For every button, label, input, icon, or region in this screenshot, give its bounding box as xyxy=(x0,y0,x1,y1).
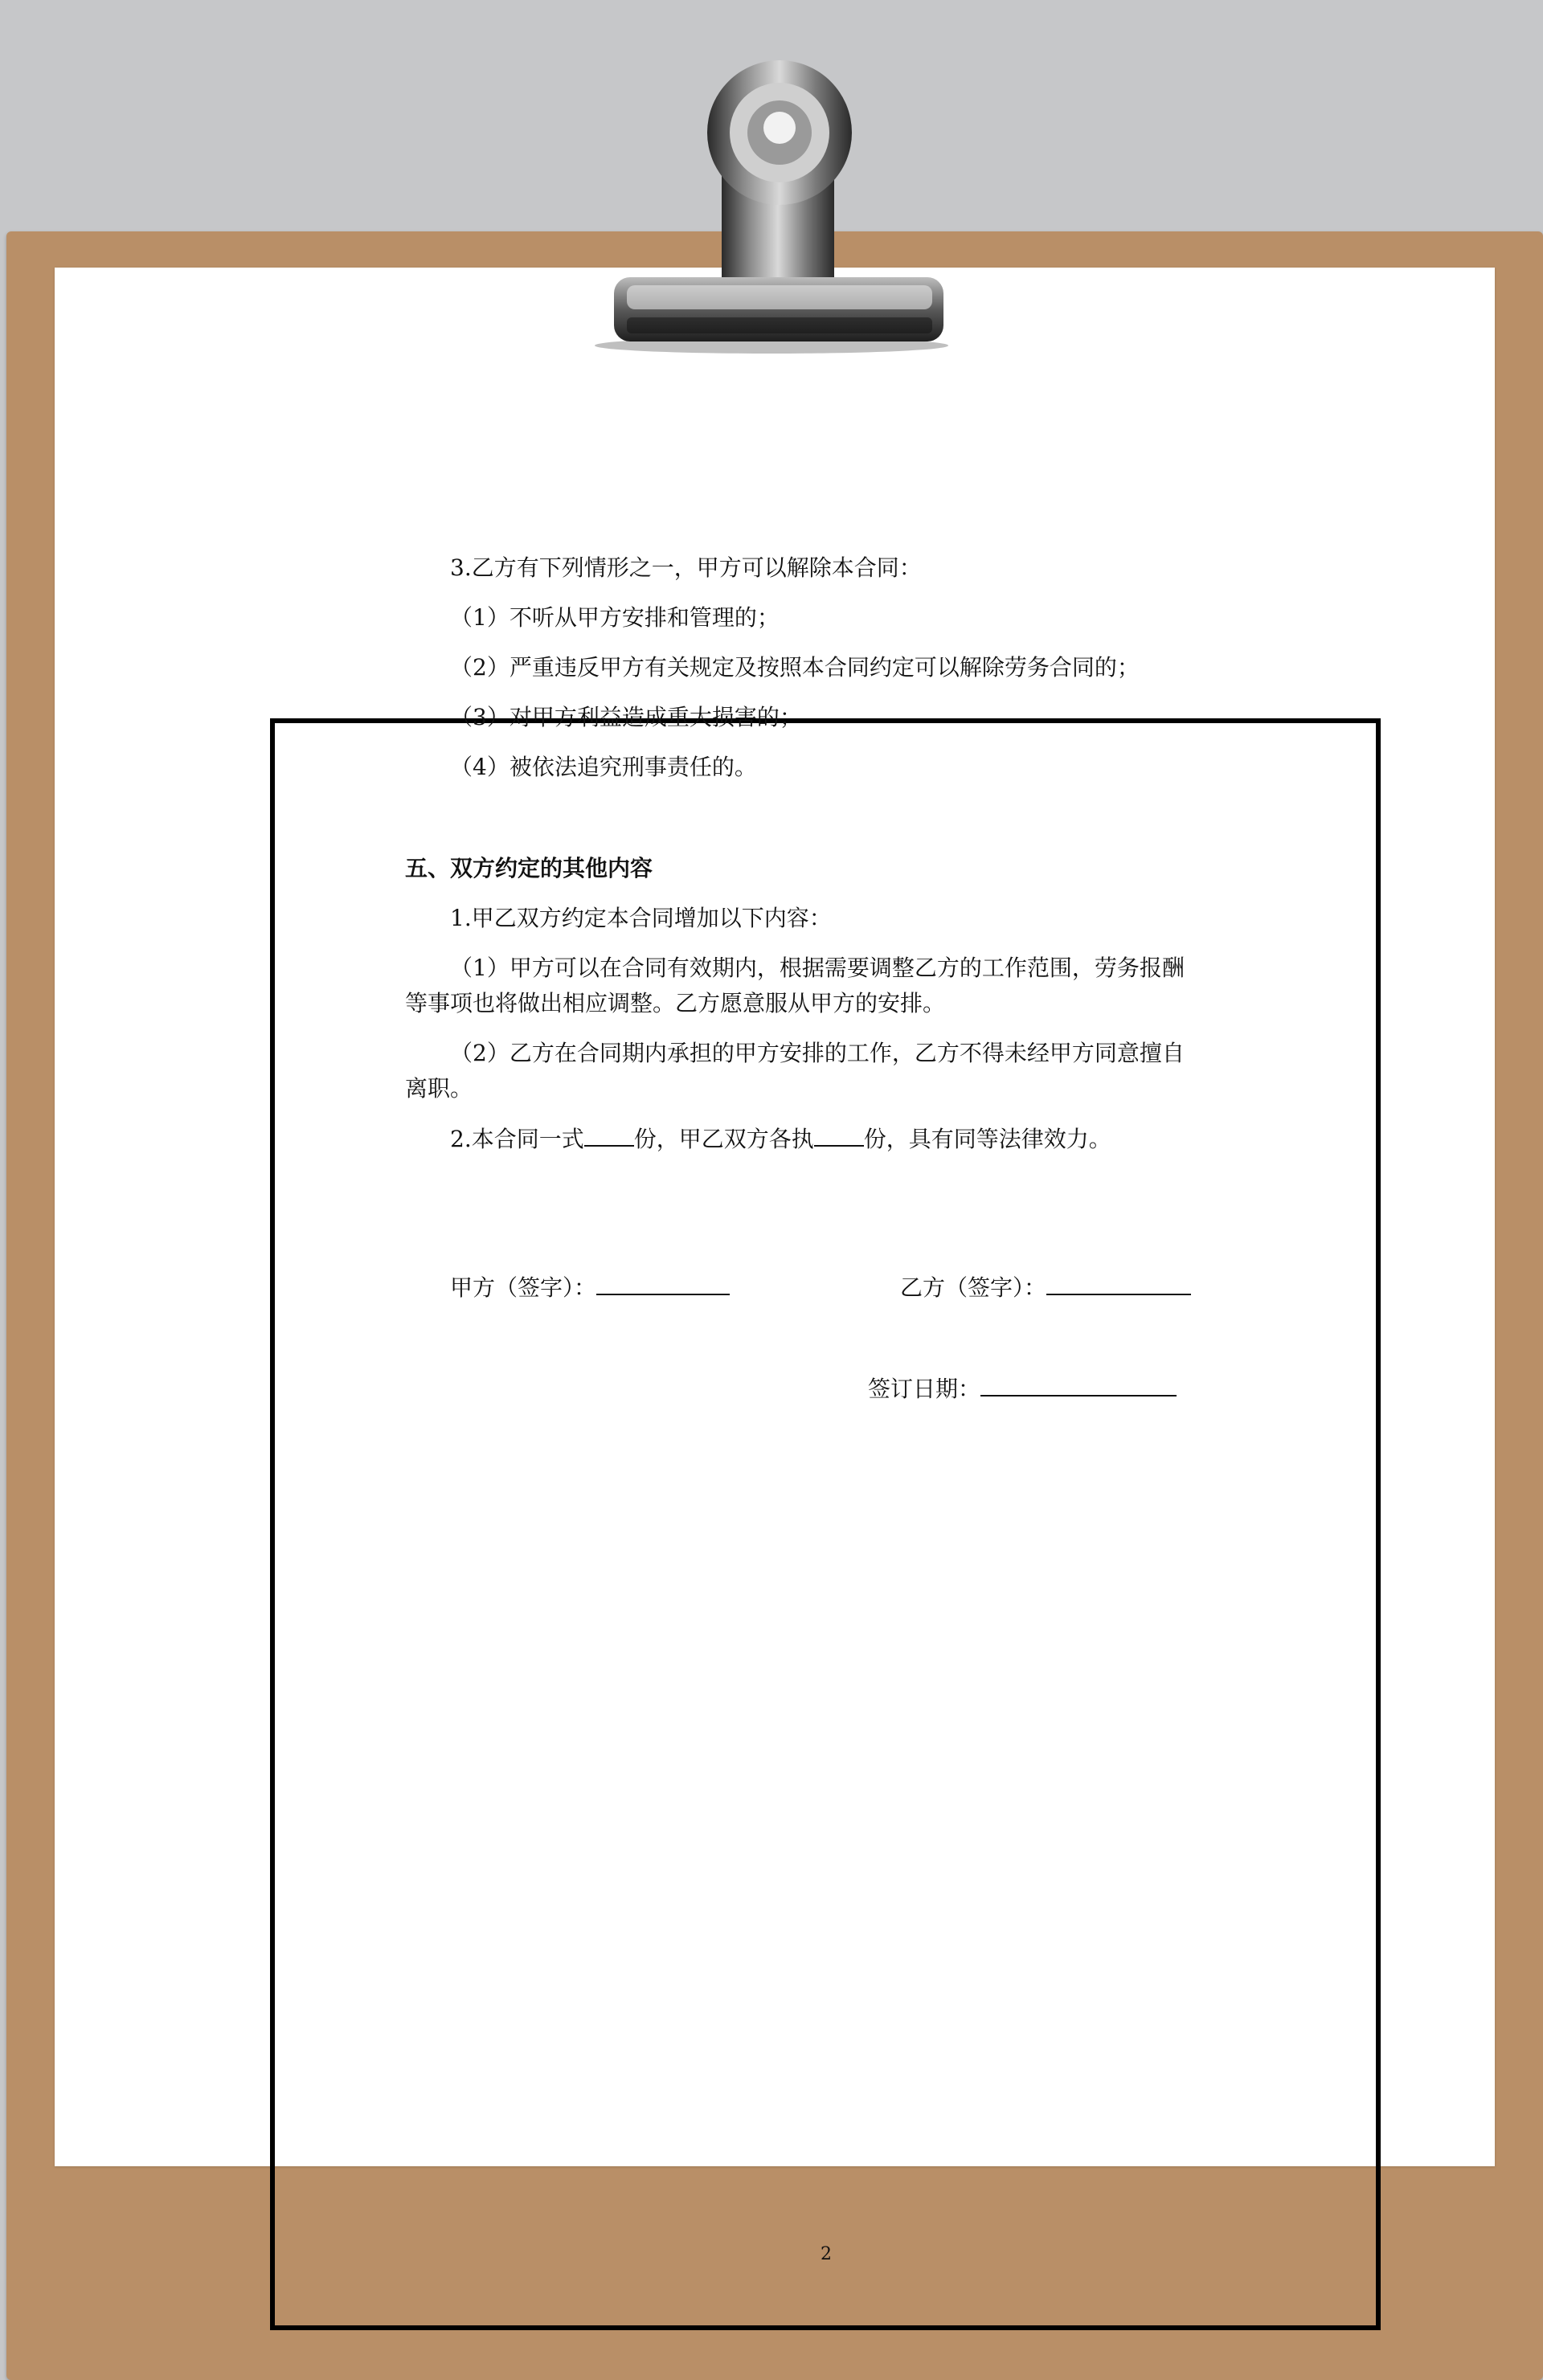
section-5-item-1-sub-2-line-2: 离职。 xyxy=(405,1075,473,1102)
copies-each-blank[interactable] xyxy=(814,1127,864,1147)
section-5-item-1-intro: 1.甲乙双方约定本合同增加以下内容： xyxy=(450,905,832,931)
party-a-signature-blank[interactable] xyxy=(596,1281,730,1295)
clause-3-intro: 3.乙方有下列情形之一，甲方可以解除本合同： xyxy=(450,554,922,581)
party-b-signature-blank[interactable] xyxy=(1046,1281,1191,1295)
signing-date-label: 签订日期： xyxy=(868,1376,981,1402)
copies-text-1: 2.本合同一式 xyxy=(450,1126,584,1152)
signing-date-blank[interactable] xyxy=(980,1382,1177,1397)
section-5-item-1-sub-2-line-1: （2）乙方在合同期内承担的甲方安排的工作，乙方不得未经甲方同意擅自 xyxy=(450,1040,1185,1066)
clause-3-item-1: （1）不听从甲方安排和管理的； xyxy=(450,604,780,631)
section-5-heading: 五、双方约定的其他内容 xyxy=(405,855,653,881)
copies-total-blank[interactable] xyxy=(584,1127,634,1147)
contract-page xyxy=(55,268,1495,2264)
page-number: 2 xyxy=(821,2244,832,2264)
binder-clip-icon xyxy=(563,44,948,358)
copies-text-3: 份，具有同等法律效力。 xyxy=(863,1126,1111,1152)
copies-text-2: 份，甲乙双方各执 xyxy=(633,1126,814,1152)
section-5-item-1-sub-1-line-1: （1）甲方可以在合同有效期内，根据需要调整乙方的工作范围，劳务报酬 xyxy=(450,955,1185,981)
clause-3-item-4: （4）被依法追究刑事责任的。 xyxy=(450,754,757,780)
section-5-item-1-sub-1-line-2: 等事项也将做出相应调整。乙方愿意服从甲方的安排。 xyxy=(405,990,946,1016)
signing-date xyxy=(868,1378,1177,1401)
clause-3-item-2: （2）严重违反甲方有关规定及按照本合同约定可以解除劳务合同的； xyxy=(450,654,1140,681)
party-a-label: 甲方（签字）： xyxy=(450,1274,597,1301)
clause-3-item-3: （3）对甲方利益造成重大损害的； xyxy=(450,704,802,730)
party-a-signature xyxy=(450,1274,730,1301)
party-b-signature xyxy=(900,1274,1191,1301)
party-b-label: 乙方（签字）： xyxy=(900,1274,1047,1301)
section-5-item-2 xyxy=(450,1127,1111,1151)
